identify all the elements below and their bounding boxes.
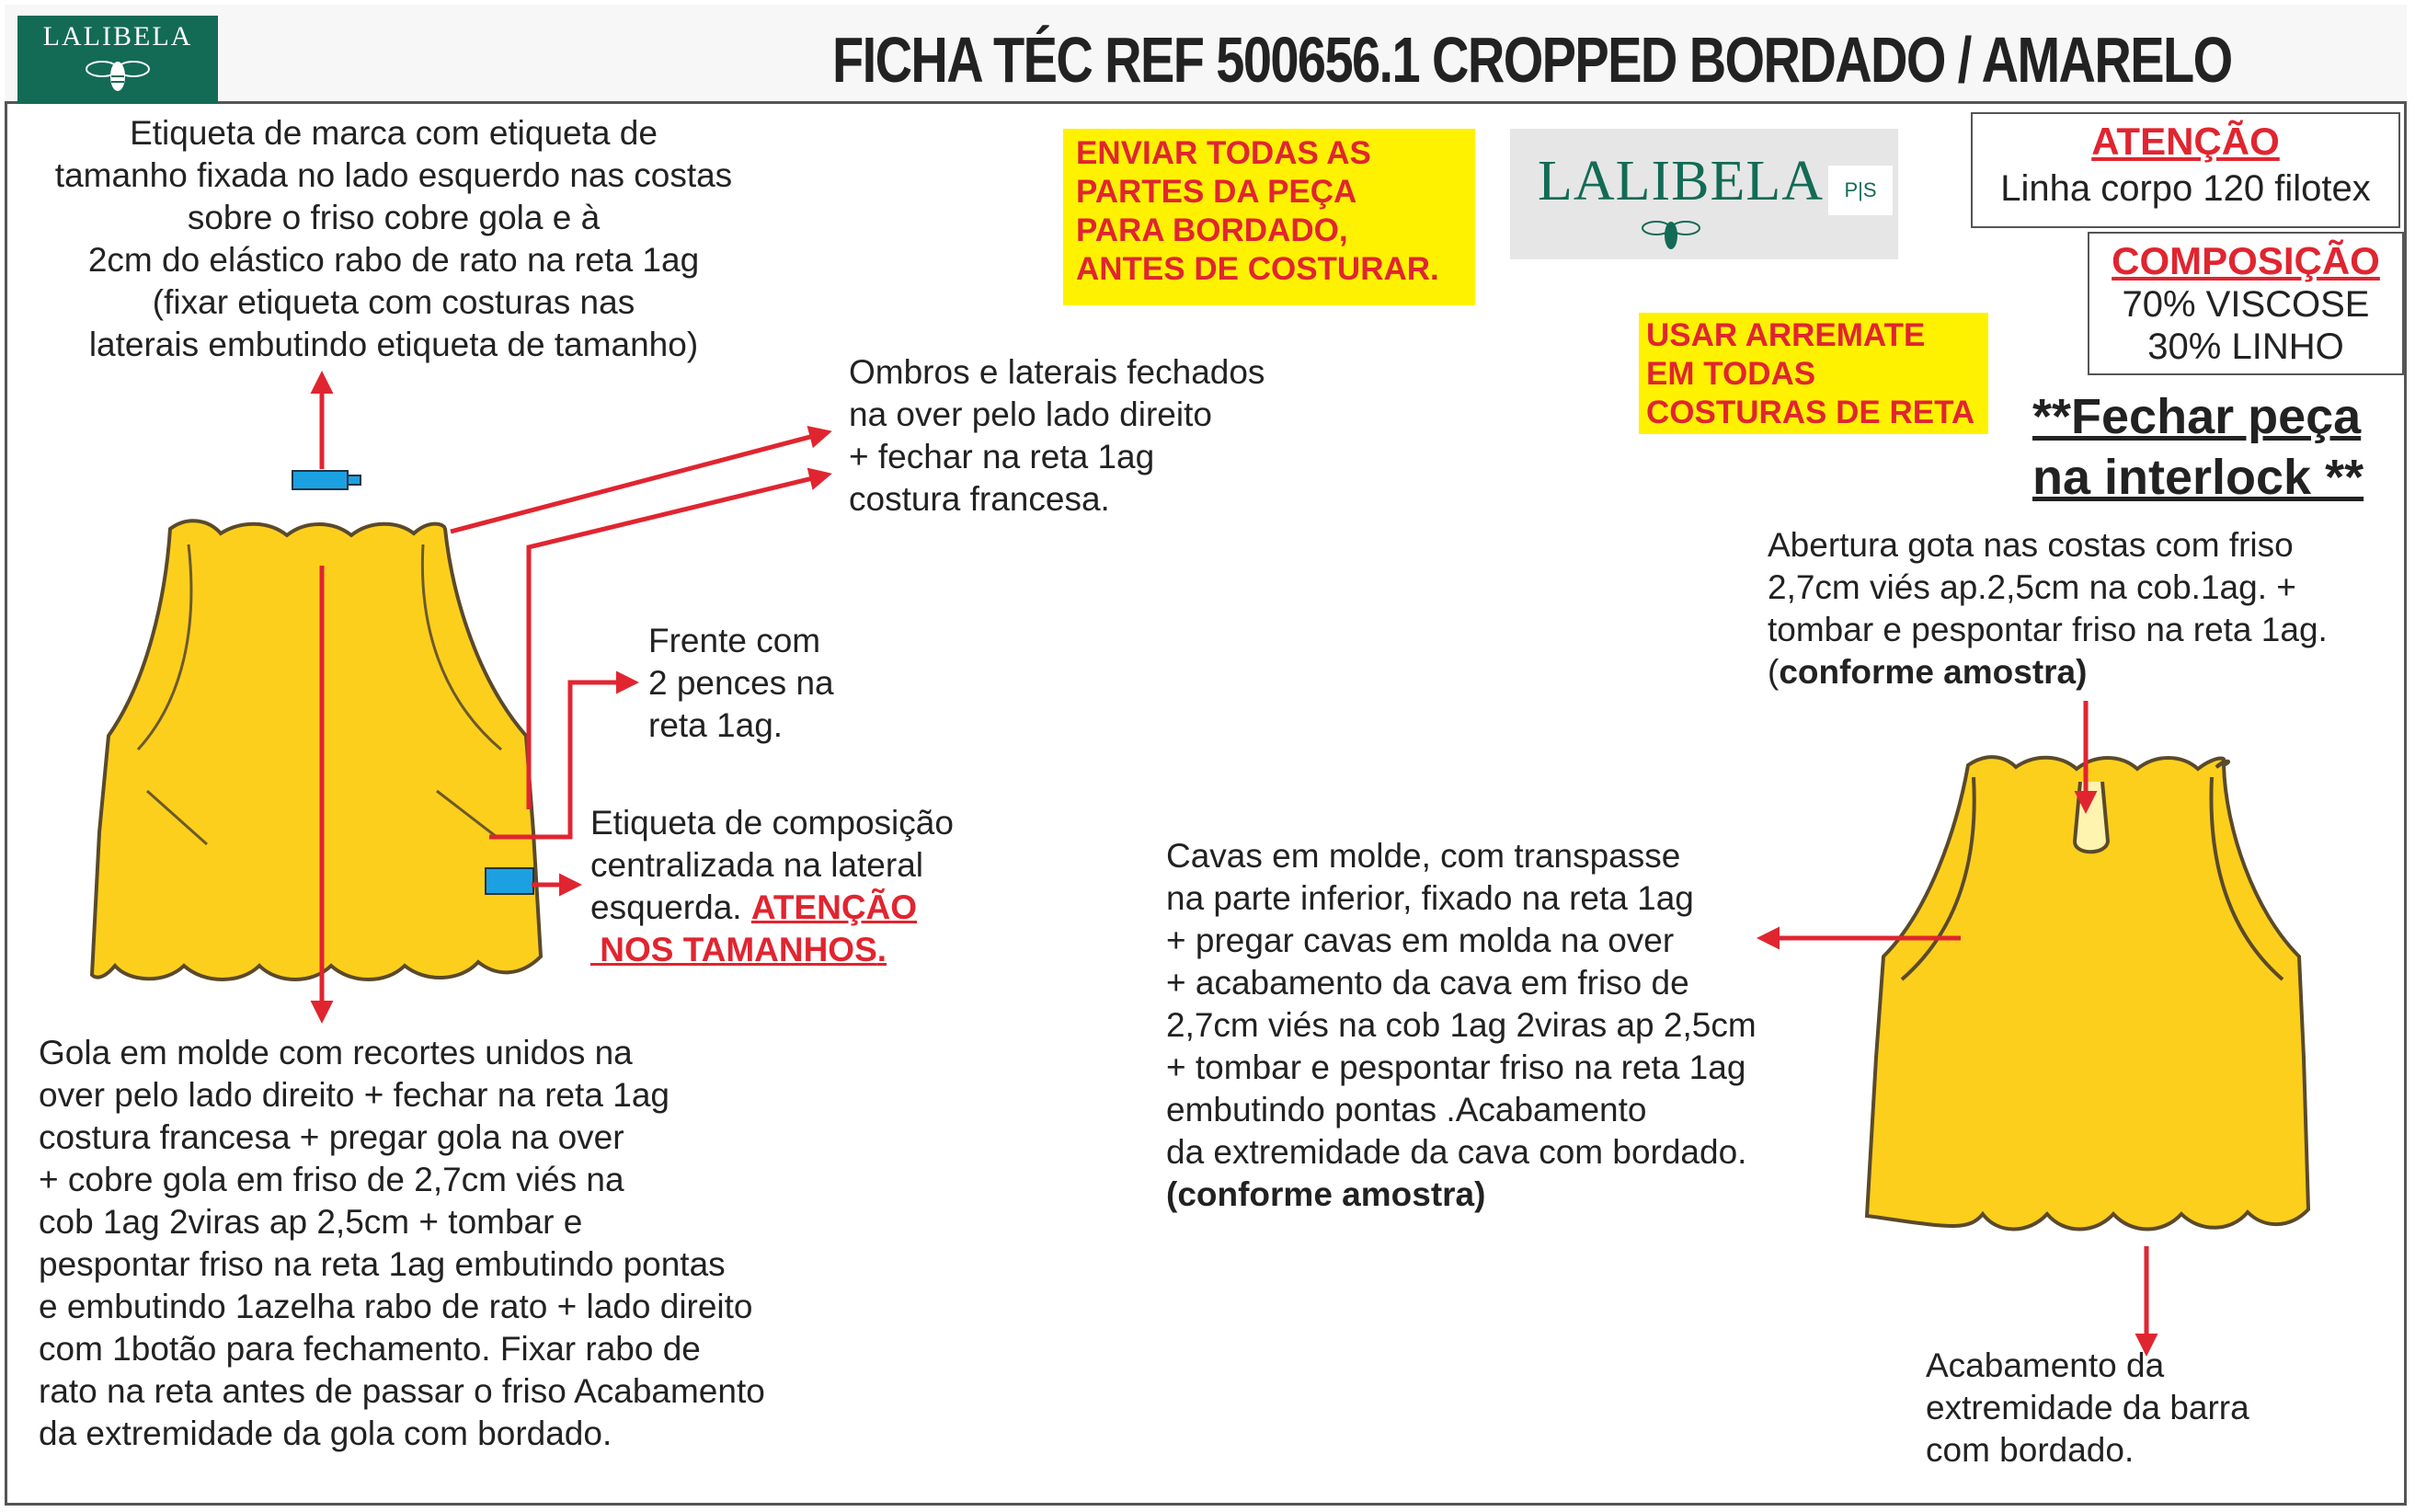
box-line: PARTES DA PEÇA: [1076, 174, 1357, 210]
note-line: [590, 887, 954, 929]
back-garment: [1867, 757, 2308, 1229]
note-line: centralizada na lateral: [590, 846, 923, 884]
note-line: reta 1ag.: [648, 706, 784, 744]
note-line: na parte inferior, fixado na reta 1ag: [1166, 879, 1694, 917]
note-line: tamanho fixada no lado esquerdo nas costas: [54, 156, 733, 194]
box-line: USAR ARREMATE: [1646, 317, 1926, 353]
composition-label-tag: [486, 868, 533, 894]
note-text: (: [1768, 653, 1780, 691]
note-line: over pelo lado direito + fechar na reta 1ag: [39, 1076, 670, 1114]
note-line: costura francesa.: [849, 480, 1110, 518]
brand-logo-tag: P|S: [1828, 166, 1893, 215]
note-line: Frente com: [648, 622, 821, 659]
note-line: da extremidade da cava com bordado.: [1166, 1133, 1747, 1171]
note-armholes: [1166, 835, 1757, 1216]
attention-box: [1971, 112, 2400, 228]
composition-title: COMPOSIÇÃO: [2112, 239, 2380, 282]
note-back-opening: [1768, 524, 2328, 693]
note-front: [648, 620, 834, 747]
box-line: COSTURAS DE RETA: [1646, 395, 1975, 430]
page-title: FICHA TÉC REF 500656.1 CROPPED BORDADO / AMARELO: [832, 24, 2232, 96]
note-line: Gola em molde com recortes unidos na: [39, 1034, 633, 1071]
note-line: Cavas em molde, com transpasse: [1166, 837, 1681, 875]
attention-title: ATENÇÃO: [2091, 120, 2280, 163]
brand-logo-text: LALIBELA: [1538, 150, 1825, 212]
box-line: PARA BORDADO,: [1076, 212, 1348, 248]
note-line: 2 pences na: [648, 664, 834, 702]
note-line: Etiqueta de marca com etiqueta de: [130, 114, 658, 152]
note-hem: [1926, 1345, 2249, 1472]
note-line: [1768, 651, 2328, 693]
note-shoulders: [849, 351, 1265, 521]
note-line: Abertura gota nas costas com friso: [1768, 526, 2294, 564]
note-line: 2cm do elástico rabo de rato na reta 1ag: [87, 241, 700, 279]
note-line: + fechar na reta 1ag: [849, 438, 1155, 475]
note-line: sobre o friso cobre gola e à: [187, 199, 601, 236]
note-line: 2,7cm viés ap.2,5cm na cob.1ag. +: [1768, 568, 2296, 606]
note-line: [590, 929, 954, 971]
composition-box: [2088, 232, 2404, 375]
note-collar: [39, 1032, 765, 1455]
note-line: + cobre gola em friso de 2,7cm viés na: [39, 1161, 624, 1198]
interlock-note: [2032, 386, 2363, 508]
note-line: (conforme amostra): [1166, 1175, 1486, 1213]
note-brand-label: [7, 112, 780, 366]
brand-logo: [1510, 129, 1898, 259]
note-line: + pregar cavas em molda na over: [1166, 922, 1675, 959]
keyhole-opening: [2075, 782, 2108, 852]
note-text: esquerda.: [590, 888, 751, 926]
note-line: com 1botão para fechamento. Fixar rabo de: [39, 1330, 701, 1368]
note-line: + acabamento da cava em friso de: [1166, 964, 1689, 1002]
note-line: embutindo pontas .Acabamento: [1166, 1091, 1647, 1128]
note-text: conforme amostra): [1779, 653, 2088, 691]
note-line: e embutindo 1azelha rabo de rato + lado direito: [39, 1288, 753, 1325]
attention-body: Linha corpo 120 filotex: [2000, 168, 2371, 209]
interlock-line: **Fechar peça: [2032, 389, 2362, 444]
interlock-line: na interlock **: [2032, 450, 2364, 505]
box-line: ENVIAR TODAS AS: [1076, 135, 1371, 171]
note-line: tombar e pespontar friso na reta 1ag.: [1768, 611, 2328, 648]
box-line: EM TODAS: [1646, 356, 1816, 392]
note-line: (fixar etiqueta com costuras nas: [152, 283, 635, 321]
note-line: cob 1ag 2viras ap 2,5cm + tombar e: [39, 1203, 583, 1241]
note-line: Ombros e laterais fechados: [849, 353, 1265, 391]
note-line: com bordado.: [1926, 1431, 2135, 1469]
front-garment: [92, 471, 541, 979]
box-line: ANTES DE COSTURAR.: [1076, 251, 1439, 287]
note-line: costura francesa + pregar gola na over: [39, 1118, 624, 1156]
note-line: rato na reta antes de passar o friso Acabamento: [39, 1372, 765, 1410]
note-line: da extremidade da gola com bordado.: [39, 1415, 612, 1452]
note-line: pespontar friso na reta 1ag embutindo pontas: [39, 1245, 726, 1283]
note-line: laterais embutindo etiqueta de tamanho): [88, 326, 699, 363]
brand-label-tag: [292, 471, 348, 489]
finishing-warning-box: [1639, 313, 1988, 434]
logo-text: LALIBELA: [42, 21, 193, 52]
composition-line: 70% VISCOSE: [2122, 284, 2370, 325]
attention-text: ATENÇÃO: [750, 888, 918, 926]
note-line: Acabamento da: [1926, 1346, 2165, 1384]
note-line: 2,7cm viés na cob 1ag 2viras ap 2,5cm: [1166, 1006, 1757, 1044]
note-line: Etiqueta de composição: [590, 804, 954, 842]
embroidery-warning-box: [1063, 129, 1475, 305]
note-line: na over pelo lado direito: [849, 395, 1212, 433]
note-line: extremidade da barra: [1926, 1389, 2249, 1426]
note-composition-label: [590, 802, 954, 971]
attention-text: NOS TAMANHOS: [590, 931, 877, 968]
note-text: .: [876, 931, 887, 968]
note-line: + tombar e pespontar friso na reta 1ag: [1166, 1048, 1746, 1086]
composition-line: 30% LINHO: [2147, 326, 2344, 367]
bee-icon: [1630, 213, 1712, 254]
